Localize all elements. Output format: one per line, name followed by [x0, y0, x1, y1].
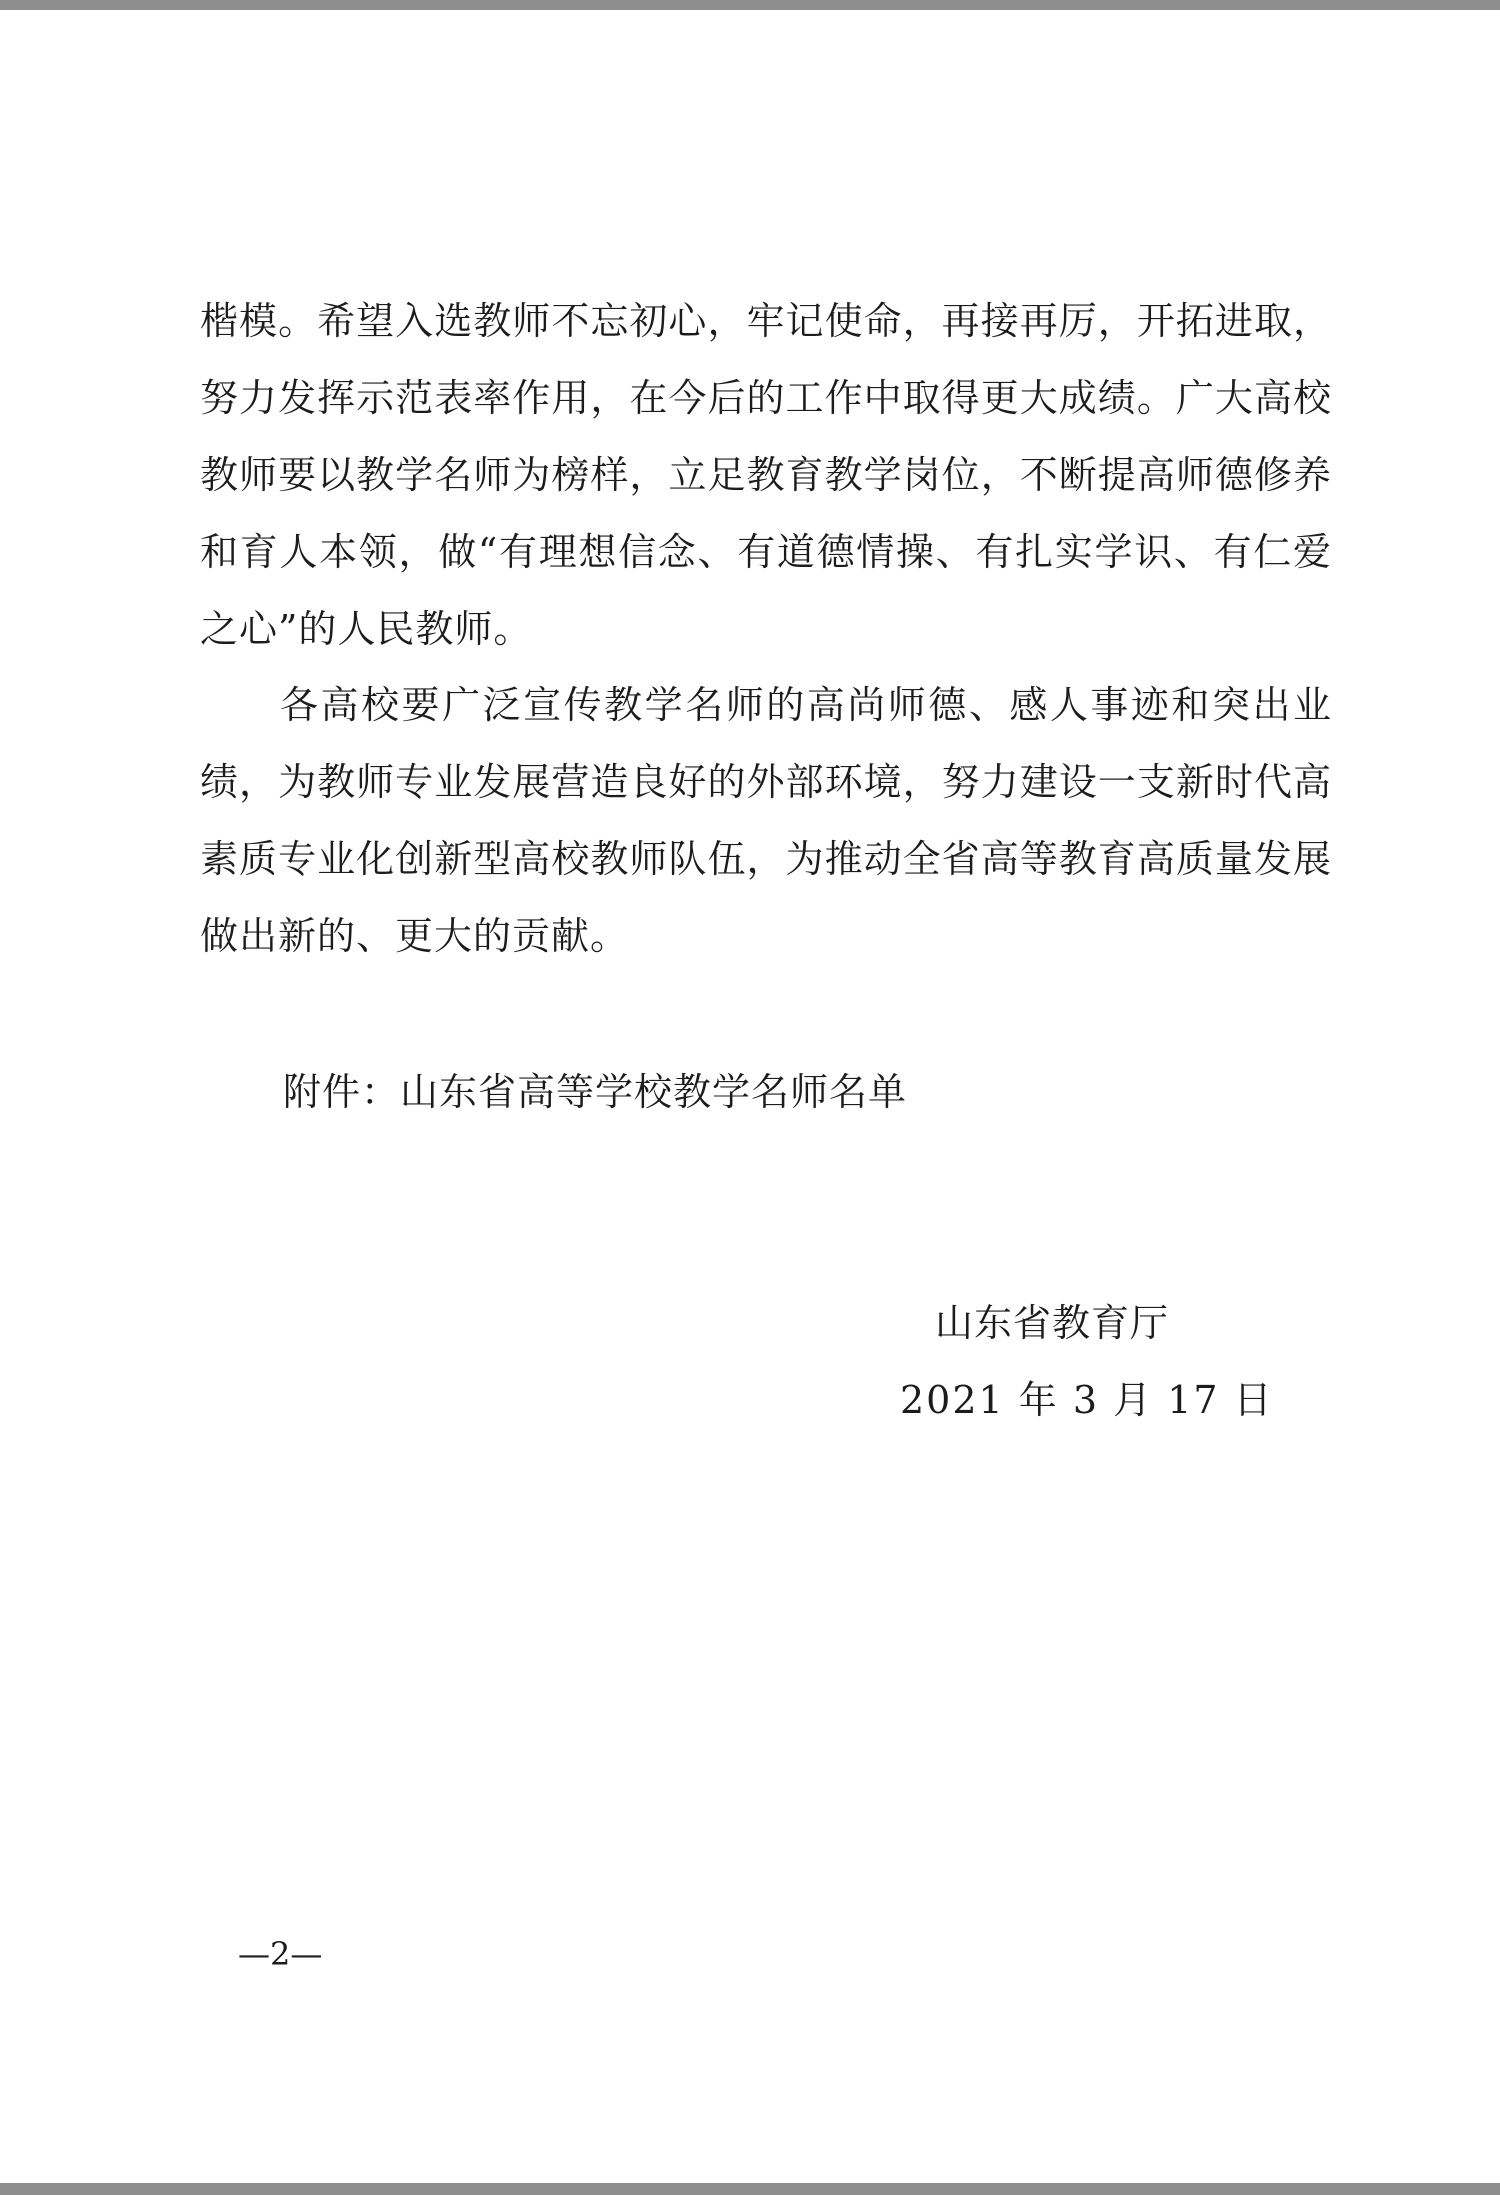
scan-bottom-edge [0, 2183, 1500, 2195]
body-paragraph-2: 各高校要广泛宣传教学名师的高尚师德、感人事迹和突出业绩，为教师专业发展营造良好的外部环境，努力建设一支新时代高素质专业化创新型高校教师队伍，为推动全省高等教育高质量发展做出新的、更大的贡献。 [200, 683, 1332, 958]
page-number: —2— [238, 1935, 323, 1973]
issuing-organization: 山东省教育厅 [935, 1301, 1170, 1345]
scan-top-edge [0, 0, 1500, 10]
body-paragraph-1: 楷模。希望入选教师不忘初心，牢记使命，再接再厉，开拓进取，努力发挥示范表率作用，在今后的工作中取得更大成绩。广大高校教师要以教学名师为榜样，立足教育教学岗位，不断提高师德修养和育人本领，做“有理想信念、有道德情操、有扎实学识、有仁爱之心”的人民教师。 [200, 299, 1332, 651]
issue-date: 2021 年 3 月 17 日 [900, 1378, 1274, 1422]
attachment-line: 附件：山东省高等学校教学名师名单 [283, 1070, 908, 1114]
